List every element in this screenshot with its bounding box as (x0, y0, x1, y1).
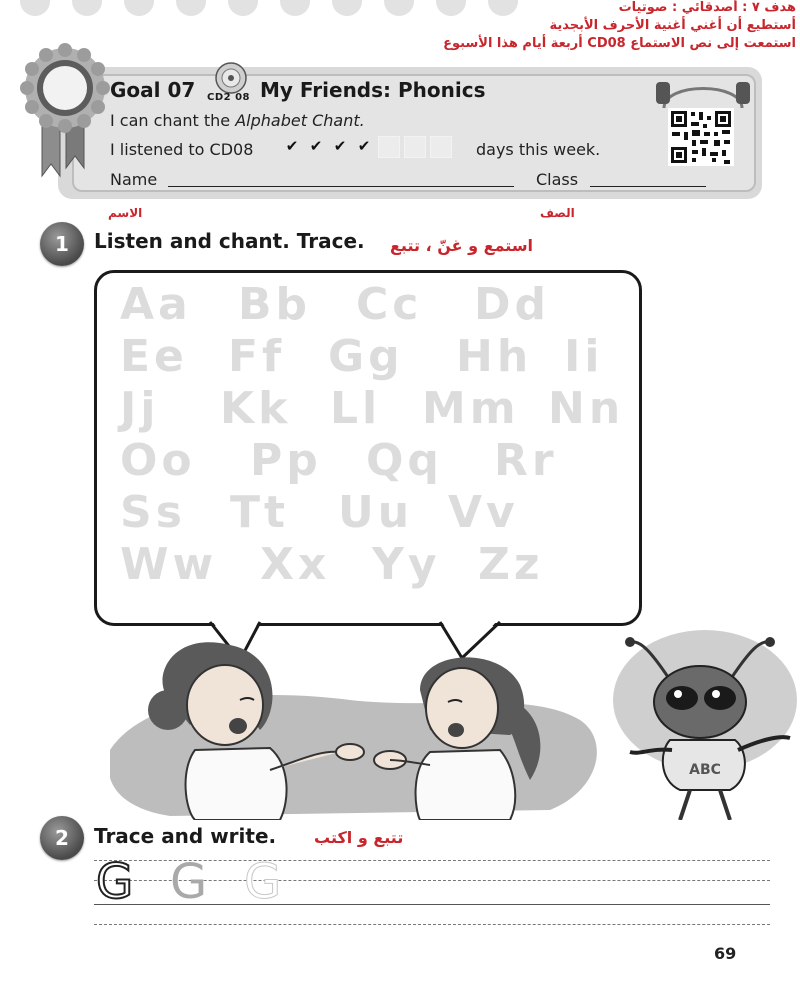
day-check-empty[interactable] (378, 136, 400, 158)
letter-pair[interactable]: Ww (120, 538, 218, 590)
section2-instruction: Trace and write. (94, 824, 277, 848)
letter-pair[interactable]: Uu (338, 486, 414, 538)
section2-arabic-instruction: تتبع و اكتب (314, 828, 404, 847)
letter-pair[interactable]: Nn (548, 382, 625, 434)
letter-pair[interactable]: Hh (456, 330, 533, 382)
trace-letter-dotted[interactable]: G (244, 854, 282, 910)
day-check-empty[interactable] (404, 136, 426, 158)
award-rosette-icon (20, 40, 110, 180)
letter-pair[interactable]: Vv (448, 486, 519, 538)
letter-pair[interactable]: Ii (564, 330, 604, 382)
section-number-1: 1 (40, 222, 84, 266)
arabic-goal-can: أستطيع أن أغني أغنية الأحرف الأبجدية (549, 18, 796, 33)
letter-pair[interactable]: Qq (366, 434, 443, 486)
arabic-class-label: الصف (540, 206, 575, 220)
alphabet-row (120, 330, 630, 382)
letter-pair[interactable]: Ll (330, 382, 382, 434)
listened-label: I listened to CD08 (110, 140, 254, 159)
alphabet-row (120, 486, 630, 538)
letter-pair[interactable]: Tt (230, 486, 290, 538)
letter-pair[interactable]: Bb (238, 278, 312, 330)
name-label: Name (110, 170, 158, 189)
handwriting-lines[interactable] (94, 854, 770, 930)
children-chanting-illustration (110, 630, 800, 820)
mascot-sweater-text: ABC (689, 762, 721, 778)
class-field[interactable] (590, 186, 706, 187)
letter-pair[interactable]: Cc (356, 278, 423, 330)
can-statement (110, 111, 365, 130)
section-number-2: 2 (40, 816, 84, 860)
letter-pair[interactable]: Ss (120, 486, 186, 538)
letter-pair[interactable]: Pp (250, 434, 322, 486)
alphabet-row (120, 278, 630, 330)
letter-pair[interactable]: Ff (228, 330, 286, 382)
section1-arabic-instruction: استمع و غنّ ، تتبع (390, 236, 534, 255)
letter-pair[interactable]: Aa (120, 278, 192, 330)
arabic-name-label: الاسم (108, 206, 143, 220)
day-check-empty[interactable] (430, 136, 452, 158)
descender-dashed-line (94, 924, 770, 925)
class-label: Class (536, 170, 579, 189)
page-number: 69 (714, 944, 737, 963)
trace-letter-gray[interactable]: G (170, 854, 208, 910)
alphabet-row (120, 382, 630, 434)
goal-title: My Friends: Phonics (260, 78, 486, 102)
letter-pair[interactable]: Mm (422, 382, 520, 434)
cd-track-label: CD2 08 (207, 92, 250, 103)
goal-number: Goal 07 (110, 78, 196, 102)
arabic-goal-listen: استمعت إلى نص الاستماع CD08 أربعة أيام هذا الأسبوع (443, 36, 796, 51)
alphabet-trace-grid (120, 278, 630, 590)
letter-pair[interactable]: Dd (474, 278, 551, 330)
letter-pair[interactable]: Rr (494, 434, 558, 486)
trace-letter-model: G (96, 854, 134, 910)
letter-pair[interactable]: Jj (120, 382, 160, 434)
day-check[interactable]: ✔ (309, 137, 323, 155)
letter-pair[interactable]: Yy (372, 538, 441, 590)
days-suffix: days this week. (476, 140, 601, 159)
letter-pair[interactable]: Oo (120, 434, 196, 486)
listening-checkboxes (282, 136, 452, 158)
day-check[interactable]: ✔ (357, 137, 371, 155)
day-check[interactable]: ✔ (285, 137, 299, 155)
arabic-goal-heading: هدف ٧ : أصدقائي : صوتيات (618, 0, 796, 15)
alphabet-row (120, 538, 630, 590)
alphabet-row (120, 434, 630, 486)
letter-pair[interactable]: Xx (260, 538, 331, 590)
letter-pair[interactable]: Ee (120, 330, 188, 382)
day-check[interactable]: ✔ (333, 137, 347, 155)
letter-pair[interactable]: Zz (478, 538, 544, 590)
section1-instruction: Listen and chant. Trace. (94, 229, 365, 253)
can-chant-name: Alphabet Chant. (235, 111, 365, 130)
can-prefix: I can chant the (110, 111, 236, 130)
qr-code-icon (668, 108, 734, 166)
name-field[interactable] (168, 186, 514, 187)
letter-pair[interactable]: Kk (220, 382, 292, 434)
letter-pair[interactable]: Gg (328, 330, 404, 382)
